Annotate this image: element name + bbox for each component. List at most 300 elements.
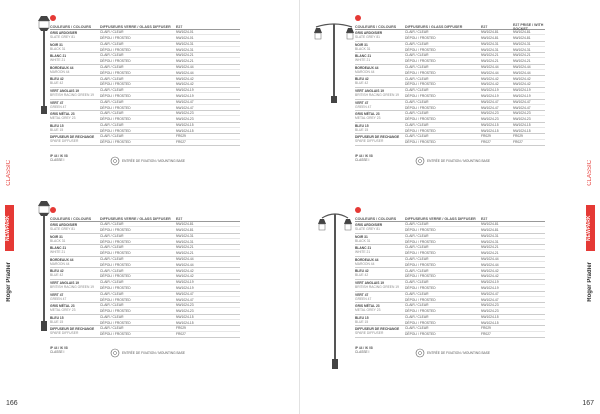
reference-cell: NW1024-21 [513, 59, 531, 64]
reference-cell: NW1024-31 [513, 41, 531, 46]
diffuser-cell: DÉPOLI / FROSTED [100, 332, 131, 337]
diffuser-cell: CLAIR / CLEAR [100, 64, 124, 69]
diffuser-cell: DÉPOLI / FROSTED [100, 35, 131, 40]
colour-group [355, 123, 545, 135]
colour-rows [405, 280, 545, 291]
reference-cell: NW1024-21 [481, 245, 499, 250]
colour-label [355, 326, 405, 337]
colour-name: VERT ANGLAIS 19 [50, 88, 80, 93]
mounting-base-icon [110, 348, 120, 358]
colour-label [355, 76, 405, 87]
reference-cell: NW1024-42 [176, 76, 194, 81]
colour-group [50, 76, 240, 88]
colour-rows [405, 100, 545, 111]
reference-cell: NW1024-15 [176, 122, 194, 127]
diffuser-cell: CLAIR / CLEAR [405, 88, 429, 93]
colour-sub: MAROON 44 [355, 261, 375, 266]
reference-cell: NW1024-23 [513, 117, 531, 122]
mounting-legend [415, 348, 545, 358]
brand-tab: NEWPARK [586, 205, 595, 251]
column-header: DIFFUSEURS VERRE / GLASS DIFFUSER [100, 216, 171, 221]
table-row [100, 227, 240, 232]
reference-cell: NW1024-81 [481, 222, 499, 227]
reference-cell: NW1024-31 [176, 233, 194, 238]
diffuser-cell: DÉPOLI / FROSTED [100, 70, 131, 75]
colour-rows [405, 123, 545, 134]
reference-cell: NW1024-19 [481, 88, 499, 93]
colour-group [355, 88, 545, 100]
colour-sub: BRITISH RACING GREEN 19 [355, 92, 399, 97]
reference-cell: NW1024-81 [176, 222, 194, 227]
colour-label [355, 234, 405, 245]
colour-rows [100, 280, 240, 291]
column-header: COULEURS / COLOURS [355, 216, 397, 221]
reference-cell: NW1024-15 [481, 314, 499, 319]
reference-cell: NW1024-15 [513, 128, 531, 133]
diffuser-cell: CLAIR / CLEAR [405, 134, 429, 139]
diffuser-cell: CLAIR / CLEAR [405, 222, 429, 227]
table-row [100, 105, 240, 110]
colour-group [50, 30, 240, 42]
colour-sub: GREEN 47 [50, 296, 67, 301]
diffuser-cell: CLAIR / CLEAR [100, 256, 124, 261]
diffuser-cell: CLAIR / CLEAR [100, 222, 124, 227]
diffuser-cell: DÉPOLI / FROSTED [100, 82, 131, 87]
diffuser-cell: CLAIR / CLEAR [100, 303, 124, 308]
diffuser-cell: DÉPOLI / FROSTED [405, 227, 436, 232]
column-header: DIFFUSEURS / GLASS DIFFUSER [405, 24, 463, 29]
reference-cell: NW1024-47 [176, 105, 194, 110]
colour-group [50, 222, 240, 234]
colour-name: VERT ANGLAIS 19 [50, 280, 80, 285]
colour-name: DIFFUSEUR DE RECHANGE [50, 327, 95, 332]
class-rating: CLASSE I [50, 157, 65, 162]
reference-cell: NW1024-15 [481, 320, 499, 325]
mounting-base-icon [415, 156, 425, 166]
table-row [100, 274, 240, 279]
colour-rows [100, 234, 240, 245]
diffuser-cell: CLAIR / CLEAR [100, 314, 124, 319]
colour-label [50, 245, 100, 256]
reference-cell: NW1024-19 [176, 88, 194, 93]
diffuser-cell: CLAIR / CLEAR [100, 111, 124, 116]
colour-group [355, 222, 545, 234]
column-header: E27 [481, 24, 488, 29]
reference-cell: NW1024-15 [481, 128, 499, 133]
colour-label [50, 76, 100, 87]
ip-rating: IP 44 / IK 08 [50, 153, 68, 158]
colour-rows [405, 303, 545, 314]
colour-sub: MAROON 44 [50, 69, 70, 74]
colour-group [355, 65, 545, 77]
diffuser-cell: CLAIR / CLEAR [405, 303, 429, 308]
diffuser-cell: CLAIR / CLEAR [405, 314, 429, 319]
colour-group [50, 123, 240, 135]
colour-sub: BLACK 31 [50, 238, 66, 243]
colour-group [50, 268, 240, 280]
diffuser-cell: CLAIR / CLEAR [405, 99, 429, 104]
diffuser-cell: DÉPOLI / FROSTED [100, 239, 131, 244]
colour-sub: SLATE GREY 81 [50, 227, 75, 231]
colour-name: BLEU 42 [50, 269, 64, 274]
colour-name: GRIS MÉTAL 23 [355, 304, 380, 309]
colour-rows [405, 30, 545, 41]
colour-name: DIFFUSEUR DE RECHANGE [355, 327, 400, 332]
reference-cell: NW1024-44 [481, 256, 499, 261]
author-label: Roger Pradier [587, 262, 593, 302]
diffuser-cell: CLAIR / CLEAR [100, 99, 124, 104]
mounting-legend [110, 348, 240, 358]
colour-label [355, 257, 405, 268]
diffuser-cell: CLAIR / CLEAR [405, 53, 429, 58]
reference-cell: NW1024-44 [513, 70, 531, 75]
table-row [100, 93, 240, 98]
table-row [405, 285, 545, 290]
mounting-legend-text: ENTRÉE DE FIXATION / MOUNTING BASE [427, 350, 490, 355]
colour-rows [100, 88, 240, 99]
colour-label [50, 111, 100, 122]
colour-rows [100, 326, 240, 337]
colour-label [50, 42, 100, 53]
colour-label [50, 123, 100, 134]
class-rating: CLASSE I [355, 349, 370, 354]
table-row [100, 116, 240, 121]
colour-label [355, 280, 405, 291]
reference-cell: NW1024-23 [176, 303, 194, 308]
colour-sub: BLUE 15 [355, 319, 369, 324]
class-rating: CLASSE I [50, 349, 65, 354]
reference-cell: NW1024-19 [176, 93, 194, 98]
diffuser-cell: DÉPOLI / FROSTED [405, 332, 436, 337]
diffuser-cell: DÉPOLI / FROSTED [405, 309, 436, 314]
colour-name: NOIR 31 [355, 234, 368, 239]
section-badge [355, 15, 361, 21]
table-row [100, 58, 240, 63]
table-row [100, 140, 240, 145]
colour-name: GRIS MÉTAL 23 [355, 112, 380, 117]
colour-sub: BLACK 31 [50, 46, 66, 51]
colour-group [50, 303, 240, 315]
colour-sub: SLATE GREY 81 [50, 35, 75, 39]
reference-cell: NW1024-81 [176, 227, 194, 232]
brand-tab: NEWPARK [5, 205, 14, 251]
reference-cell: NW1024-81 [481, 30, 499, 35]
colour-name: GRIS ARDOISIER [50, 31, 78, 35]
colour-rows [405, 292, 545, 303]
reference-cell: FR027 [176, 140, 186, 145]
colour-group [355, 30, 545, 42]
diffuser-cell: CLAIR / CLEAR [100, 233, 124, 238]
diffuser-cell: CLAIR / CLEAR [405, 245, 429, 250]
table-row [100, 47, 240, 52]
reference-cell: NW1024-44 [513, 64, 531, 69]
colour-name: GRIS MÉTAL 23 [50, 304, 75, 309]
colour-rows [405, 88, 545, 99]
section-badge [50, 15, 56, 21]
ip-rating: IP 44 / IK 08 [355, 153, 373, 158]
colour-group [355, 292, 545, 304]
colour-name: GRIS ARDOISIER [355, 223, 383, 227]
column-header: E27 [176, 216, 183, 221]
collection-label: CLASSIC [6, 160, 12, 186]
reference-cell: NW1024-44 [176, 262, 194, 267]
diffuser-cell: CLAIR / CLEAR [405, 30, 429, 35]
colour-sub: MAROON 44 [355, 69, 375, 74]
colour-rows [405, 65, 545, 76]
colour-rows [100, 53, 240, 64]
table-row [405, 262, 545, 267]
diffuser-cell: DÉPOLI / FROSTED [100, 285, 131, 290]
colour-rows [100, 65, 240, 76]
colour-name: GRIS MÉTAL 23 [50, 112, 75, 117]
diffuser-cell: CLAIR / CLEAR [405, 41, 429, 46]
page-number: 167 [582, 400, 594, 407]
reference-cell: NW1024-47 [513, 105, 531, 110]
colour-rows [405, 222, 545, 233]
colour-rows [405, 234, 545, 245]
colour-name: BLEU 42 [355, 77, 369, 82]
diffuser-cell: DÉPOLI / FROSTED [405, 82, 436, 87]
colour-name: BLEU 42 [50, 77, 64, 82]
colour-name: VERT ANGLAIS 19 [355, 88, 385, 93]
table-row [100, 35, 240, 40]
colour-sub: WHITE 21 [355, 58, 371, 63]
collection-label: CLASSIC [587, 160, 593, 186]
colour-sub: MAROON 44 [50, 261, 70, 266]
class-rating: CLASSE I [355, 157, 370, 162]
reference-cell: NW1024-47 [481, 297, 499, 302]
reference-cell: NW1024-19 [481, 280, 499, 285]
colour-label [50, 268, 100, 279]
colour-rows [405, 245, 545, 256]
reference-cell: NW1024-31 [481, 233, 499, 238]
column-header: DIFFUSEURS VERRE / GLASS DIFFUSER [100, 24, 171, 29]
colour-label [355, 88, 405, 99]
reference-cell: NW1024-81 [481, 227, 499, 232]
colour-sub: BLUE 42 [355, 81, 369, 86]
colour-label [50, 53, 100, 64]
diffuser-cell: DÉPOLI / FROSTED [100, 105, 131, 110]
reference-cell: FR029 [481, 134, 491, 139]
reference-cell: NW1024-21 [481, 53, 499, 58]
colour-label [355, 65, 405, 76]
colour-name: BLANC 21 [355, 54, 372, 59]
table-row [405, 93, 545, 98]
colour-name: BORDEAUX 44 [355, 65, 379, 70]
colour-group [50, 326, 240, 338]
table-row [100, 320, 240, 325]
reference-cell: NW1024-31 [481, 47, 499, 52]
reference-cell: NW1024-19 [513, 93, 531, 98]
reference-cell: NW1024-42 [481, 274, 499, 279]
reference-cell: NW1024-21 [176, 53, 194, 58]
diffuser-cell: CLAIR / CLEAR [405, 111, 429, 116]
reference-cell: NW1024-21 [481, 251, 499, 256]
reference-cell: FR029 [481, 326, 491, 331]
mounting-legend [415, 156, 545, 166]
colour-label [50, 315, 100, 326]
diffuser-cell: DÉPOLI / FROSTED [100, 251, 131, 256]
table-row [405, 116, 545, 121]
diffuser-cell: DÉPOLI / FROSTED [405, 274, 436, 279]
table-row [100, 297, 240, 302]
reference-cell: NW1024-15 [176, 128, 194, 133]
colour-group [355, 76, 545, 88]
reference-cell: NW1024-21 [176, 251, 194, 256]
diffuser-cell: DÉPOLI / FROSTED [100, 59, 131, 64]
table-row [405, 227, 545, 232]
reference-cell: NW1024-21 [176, 245, 194, 250]
reference-cell: NW1024-42 [481, 268, 499, 273]
reference-cell: NW1024-21 [513, 53, 531, 58]
colour-name: NOIR 31 [50, 42, 63, 47]
colour-label [50, 257, 100, 268]
colour-group [50, 134, 240, 146]
colour-group [355, 280, 545, 292]
colour-group [50, 88, 240, 100]
reference-cell: NW1024-44 [176, 256, 194, 261]
reference-cell: NW1024-19 [513, 88, 531, 93]
colour-sub: BLACK 31 [355, 46, 371, 51]
colour-group [355, 257, 545, 269]
diffuser-cell: DÉPOLI / FROSTED [405, 140, 436, 145]
reference-cell: NW1024-81 [513, 30, 531, 35]
colour-name: VERT 47 [355, 100, 369, 105]
reference-cell: NW1024-31 [176, 239, 194, 244]
colour-name: NOIR 31 [355, 42, 368, 47]
reference-cell: NW1024-21 [481, 59, 499, 64]
colour-group [355, 234, 545, 246]
colour-label [50, 100, 100, 111]
diffuser-cell: DÉPOLI / FROSTED [100, 47, 131, 52]
colour-sub: BLUE 42 [355, 273, 369, 278]
colour-name: BORDEAUX 44 [50, 257, 74, 262]
colour-sub: SPARE DIFFUSER [50, 139, 79, 144]
colour-label [355, 303, 405, 314]
reference-cell: NW1024-47 [481, 105, 499, 110]
colour-sub: METAL GREY 23 [50, 308, 76, 313]
reference-cell: NW1024-42 [176, 268, 194, 273]
reference-cell: NW1024-23 [176, 111, 194, 116]
colour-group [355, 111, 545, 123]
colour-name: BLEU 15 [50, 123, 64, 128]
diffuser-cell: CLAIR / CLEAR [405, 64, 429, 69]
colour-rows [100, 222, 240, 233]
colour-label [355, 315, 405, 326]
colour-sub: METAL GREY 23 [355, 308, 381, 313]
reference-cell: NW1024-19 [481, 93, 499, 98]
diffuser-cell: CLAIR / CLEAR [405, 280, 429, 285]
colour-label [355, 268, 405, 279]
reference-cell: NW1024-47 [176, 291, 194, 296]
reference-cell: NW1024-44 [481, 64, 499, 69]
column-header: E27 PRISE / WITH SOCKET [513, 22, 544, 31]
colour-label [50, 30, 100, 41]
diffuser-cell: DÉPOLI / FROSTED [405, 93, 436, 98]
table-row [100, 128, 240, 133]
colour-name: BLANC 21 [355, 246, 372, 251]
diffuser-cell: DÉPOLI / FROSTED [405, 59, 436, 64]
colour-group [355, 326, 545, 338]
reference-cell: NW1024-47 [176, 297, 194, 302]
diffuser-cell: DÉPOLI / FROSTED [100, 262, 131, 267]
table-row [100, 262, 240, 267]
colour-sub: SLATE GREY 81 [355, 35, 380, 39]
colour-rows [405, 326, 545, 337]
section-a [50, 15, 240, 166]
colour-rows [100, 245, 240, 256]
reference-cell: NW1024-23 [481, 111, 499, 116]
colour-sub: WHITE 21 [50, 58, 66, 63]
colour-label [355, 134, 405, 145]
colour-label [50, 280, 100, 291]
diffuser-cell: CLAIR / CLEAR [100, 88, 124, 93]
mounting-legend-text: ENTRÉE DE FIXATION / MOUNTING BASE [122, 350, 185, 355]
page-number: 166 [6, 400, 18, 407]
diffuser-cell: DÉPOLI / FROSTED [100, 297, 131, 302]
reference-cell: NW1024-19 [176, 285, 194, 290]
reference-cell: NW1024-42 [481, 82, 499, 87]
colour-rows [405, 53, 545, 64]
reference-cell: NW1024-31 [513, 47, 531, 52]
colour-rows [405, 268, 545, 279]
colour-name: BLEU 15 [355, 123, 369, 128]
colour-label [355, 123, 405, 134]
reference-cell: NW1024-23 [481, 303, 499, 308]
colour-sub: GREEN 47 [355, 296, 372, 301]
diffuser-cell: DÉPOLI / FROSTED [100, 140, 131, 145]
section-b [50, 207, 240, 358]
table-row [405, 274, 545, 279]
colour-name: VERT 47 [50, 292, 64, 297]
colour-rows [405, 111, 545, 122]
diffuser-cell: CLAIR / CLEAR [100, 280, 124, 285]
mounting-base-icon [110, 156, 120, 166]
column-header: E27 [481, 216, 488, 221]
colour-name: VERT 47 [355, 292, 369, 297]
colour-sub: METAL GREY 23 [355, 116, 381, 121]
diffuser-cell: DÉPOLI / FROSTED [405, 239, 436, 244]
table-row [405, 58, 545, 63]
colour-label [50, 234, 100, 245]
colour-label [50, 326, 100, 337]
diffuser-cell: DÉPOLI / FROSTED [405, 70, 436, 75]
colour-name: BLANC 21 [50, 246, 67, 251]
reference-cell: FR029 [513, 134, 523, 139]
diffuser-cell: CLAIR / CLEAR [100, 291, 124, 296]
colour-name: BORDEAUX 44 [355, 257, 379, 262]
column-header: COULEURS / COLOURS [355, 24, 397, 29]
colour-sub: GREEN 47 [355, 104, 372, 109]
table-row [100, 285, 240, 290]
diffuser-cell: DÉPOLI / FROSTED [100, 128, 131, 133]
colour-rows [100, 30, 240, 41]
reference-cell: NW1024-31 [481, 41, 499, 46]
reference-cell: NW1024-01 [176, 30, 194, 35]
reference-cell: NW1024-23 [481, 309, 499, 314]
colour-label [355, 42, 405, 53]
colour-name: BLEU 42 [355, 269, 369, 274]
reference-cell: NW1024-42 [513, 76, 531, 81]
colour-group [355, 134, 545, 146]
diffuser-cell: DÉPOLI / FROSTED [405, 251, 436, 256]
colour-rows [100, 100, 240, 111]
diffuser-cell: DÉPOLI / FROSTED [100, 274, 131, 279]
column-header: COULEURS / COLOURS [50, 24, 92, 29]
colour-rows [405, 134, 545, 145]
mounting-base-icon [415, 348, 425, 358]
section-badge [50, 207, 56, 213]
